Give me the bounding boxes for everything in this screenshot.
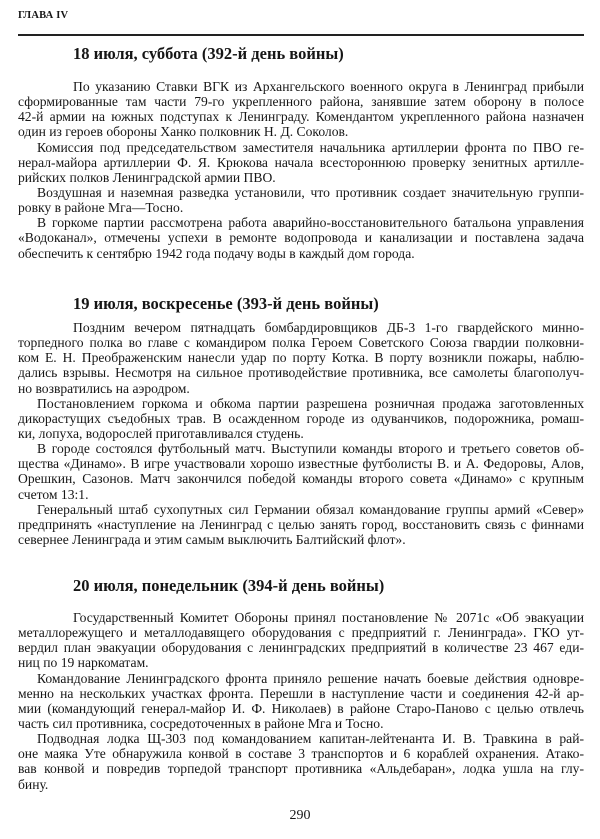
text-line: ровку в районе Мга—Тосно.: [18, 200, 184, 216]
text-line: торпедного полка во главе с командиром полка Героем Советского Союза гвардии полковни-: [18, 335, 584, 351]
text-line: счетом 13:1.: [18, 486, 89, 502]
text-line: Государственный Комитет Обороны принял постановление № 2071с «Об эвакуации: [73, 610, 584, 625]
paragraph: [18, 185, 584, 215]
text-line: Орешкин, Сазонов. Матч закончился победой команды второго совета «Динамо» с крупным: [18, 471, 584, 487]
paragraph: [18, 396, 584, 441]
text-line: ком Е. Н. Преображенским нанесли удар по порту Котка. В порту возникли пожары, наблю-: [18, 350, 584, 366]
text-line: Постановлением горкома и обкома партии разрешена розничная продажа заготовленных: [37, 395, 584, 411]
text-line: «Водоканал», отмечены успехи в ремонте водопровода и канализации и поставлена задача: [18, 230, 584, 246]
text-line: Командование Ленинградского фронта приняло решение начать боевые действия одновре-: [37, 670, 584, 686]
text-line: дались взрывы. Несмотря на сильное противодействие противника, все самолеты благополуч-: [18, 365, 584, 381]
paragraph: [18, 320, 584, 396]
paragraph: [18, 502, 584, 547]
section-body: [18, 79, 584, 261]
text-line: металлорежущего и металлодавящего оборудования с предприятий г. Ленинграда». ГКО ут-: [18, 625, 584, 641]
text-line: сформированные там части 79-го укрепленного района, занявшие затем оборону в полосе: [18, 94, 584, 110]
text-line: оне маяка Уте обнаружила конвой в составе 3 транспортов и 6 кораблей охранения. Атако-: [18, 746, 584, 762]
text-line: 42-й армии на южных подступах к Ленинграду. Комендантом укрепленного района назначен: [18, 109, 584, 125]
section-heading: 18 июля, суббота (392-й день войны): [73, 44, 344, 63]
text-line: рийских полков Ленинградской армии ПВО.: [18, 169, 276, 185]
text-line: вердил план эвакуации оборудования с ленинградских предприятий в количестве 23 467 еди-: [18, 640, 584, 656]
text-line: дикорастущих съедобных трав. В осажденном городе из одуванчиков, подорожника, ромаш-: [18, 410, 584, 426]
text-line: Генеральный штаб сухопутных сил Германии обязал командование группы армий «Север»: [37, 501, 584, 517]
paragraph: [18, 731, 584, 792]
text-line: обеспечить к сентябрю 1942 года подачу воды в каждый дом города.: [18, 245, 415, 261]
text-line: Поздним вечером пятнадцать бомбардировщиков ДБ-3 1-го гвардейского минно-: [73, 320, 584, 335]
text-line: По указанию Ставки ВГК из Архангельского военного округа в Ленинград прибыли: [73, 79, 584, 94]
text-line: В городе состоялся футбольный матч. Выступили команды второго и третьего советов об-: [37, 441, 584, 457]
text-line: ки, лопуха, водорослей приготавливался студень.: [18, 425, 304, 441]
paragraph: [18, 610, 584, 671]
text-line: один из героев обороны Ханко полковник Н. Д. Соколов.: [18, 124, 349, 140]
text-line: севернее Ленинграда и этим самым выключить Балтийский флот».: [18, 531, 406, 547]
text-line: щества «Динамо». В игре участвовали хорошо известные футболисты В. и А. Федоровы, Алов,: [18, 456, 584, 472]
text-line: но возвратились на аэродром.: [18, 380, 190, 396]
text-line: Подводная лодка Щ-303 под командованием капитан-лейтенанта И. В. Травкина в рай-: [37, 731, 584, 747]
text-line: бину.: [18, 776, 49, 792]
text-line: вав конвой и повредив торпедой транспорт противника «Альдебаран», лодка ушла на глу-: [18, 761, 584, 777]
header-rule: [18, 34, 584, 36]
text-line: менно на нескольких участках фронта. Перешли в наступление части и соединения 42-й ар-: [18, 685, 584, 701]
text-line: ниц по 19 наркоматам.: [18, 655, 149, 671]
section-body: [18, 610, 584, 792]
text-line: В горкоме партии рассмотрена работа аварийно-восстановительного батальона управления: [37, 215, 584, 231]
text-line: Воздушная и наземная разведка установили, что противник создает значительную группи-: [37, 184, 584, 200]
text-line: мии (командующий генерал-майор И. Ф. Николаев) в районе Старо-Паново с целью отвлечь: [18, 700, 584, 716]
section-body: [18, 320, 584, 547]
section-heading: 20 июля, понедельник (394-й день войны): [73, 576, 385, 595]
paragraph: [18, 671, 584, 732]
page-number: 290: [289, 808, 311, 823]
text-line: нерал-майора артиллерии Ф. Я. Крюкова начала всестороннюю проверку зенитных артилле-: [18, 154, 584, 170]
paragraph: [18, 140, 584, 185]
text-line: Комиссия под председательством заместителя начальника артиллерии фронта по ПВО ге-: [37, 139, 584, 155]
section-heading: 19 июля, воскресенье (393-й день войны): [73, 294, 379, 313]
paragraph: [18, 215, 584, 260]
text-line: часть сил противника, сосредоточенных в районе Мга и Тосно.: [18, 715, 384, 731]
paragraph: [18, 441, 584, 502]
paragraph: [18, 79, 584, 140]
running-head: ГЛАВА IV: [18, 10, 69, 21]
text-line: предпринять «наступление на Ленинград с целью занять город, восстановить связь с финнами: [18, 516, 584, 532]
